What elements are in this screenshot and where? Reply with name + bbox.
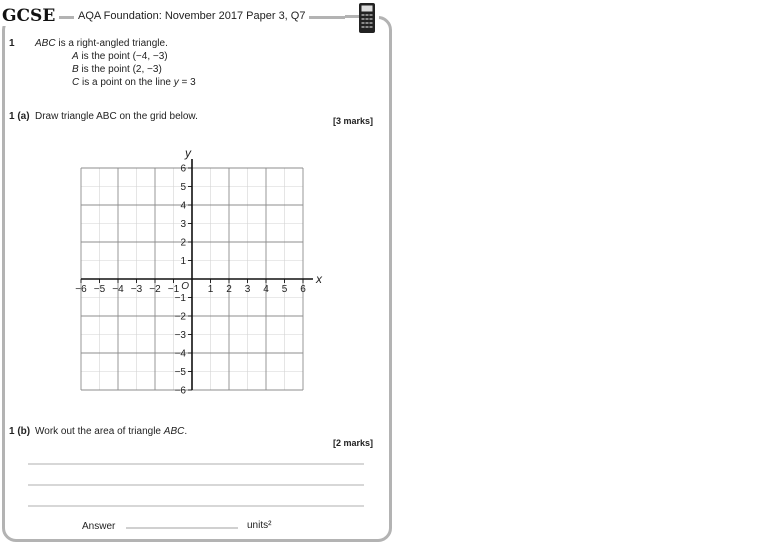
y-tick-label: −2 xyxy=(174,311,186,323)
y-tick-label: 5 xyxy=(180,182,186,193)
x-axis-label: x xyxy=(316,272,322,286)
coordinate-grid xyxy=(0,145,340,395)
x-tick-label: −4 xyxy=(112,284,124,295)
x-tick-label: −3 xyxy=(130,284,143,295)
part-a-marks: [3 marks] xyxy=(333,116,374,126)
part-a-instruction: Draw triangle ABC on the grid below. xyxy=(35,111,198,122)
point-b-statement: B is the point (2, −3) xyxy=(72,64,162,75)
paper-title: AQA Foundation: November 2017 Paper 3, Q7 xyxy=(74,10,309,22)
x-tick-label: −2 xyxy=(149,284,161,295)
y-tick-label: −5 xyxy=(174,367,186,378)
x-tick-label: −6 xyxy=(75,284,87,295)
x-tick-label: 6 xyxy=(300,284,306,295)
calculator-icon xyxy=(345,2,379,34)
point-a-statement: A is the point (−4, −3) xyxy=(72,51,168,62)
answer-units: units² xyxy=(247,520,272,531)
x-tick-label: 5 xyxy=(281,284,288,295)
y-tick-label: 6 xyxy=(180,163,186,175)
x-tick-label: 3 xyxy=(244,284,251,295)
y-tick-label: 1 xyxy=(180,256,186,267)
y-tick-label: −1 xyxy=(174,293,186,304)
y-tick-label: −6 xyxy=(174,385,186,395)
gcse-logo: GCSE xyxy=(2,6,59,26)
working-line[interactable] xyxy=(28,484,364,486)
origin-label: O xyxy=(181,281,189,292)
part-b-marks: [2 marks] xyxy=(333,438,374,448)
working-line[interactable] xyxy=(28,505,364,507)
x-tick-label: 4 xyxy=(263,284,269,295)
y-tick-label: 2 xyxy=(180,237,186,249)
working-line[interactable] xyxy=(28,463,364,465)
y-tick-label: −3 xyxy=(174,330,186,341)
y-tick-label: −4 xyxy=(174,348,186,360)
point-c-statement: C is a point on the line y = 3 xyxy=(72,77,196,88)
answer-label: Answer xyxy=(82,521,116,532)
part-a-label: 1 (a) xyxy=(9,111,30,122)
x-tick-label: −1 xyxy=(167,284,180,295)
y-tick-label: 3 xyxy=(180,219,186,230)
triangle-statement: ABC is a right-angled triangle. xyxy=(35,38,168,49)
part-b-instruction: Work out the area of triangle ABC. xyxy=(35,426,188,437)
answer-field[interactable] xyxy=(126,527,238,529)
x-tick-label: 1 xyxy=(207,284,214,295)
y-tick-label: 4 xyxy=(180,200,186,212)
question-number: 1 xyxy=(9,38,15,49)
x-tick-label: −5 xyxy=(93,284,106,295)
y-axis-label: y xyxy=(185,146,191,160)
part-b-label: 1 (b) xyxy=(9,426,31,437)
x-tick-label: 2 xyxy=(226,284,232,295)
